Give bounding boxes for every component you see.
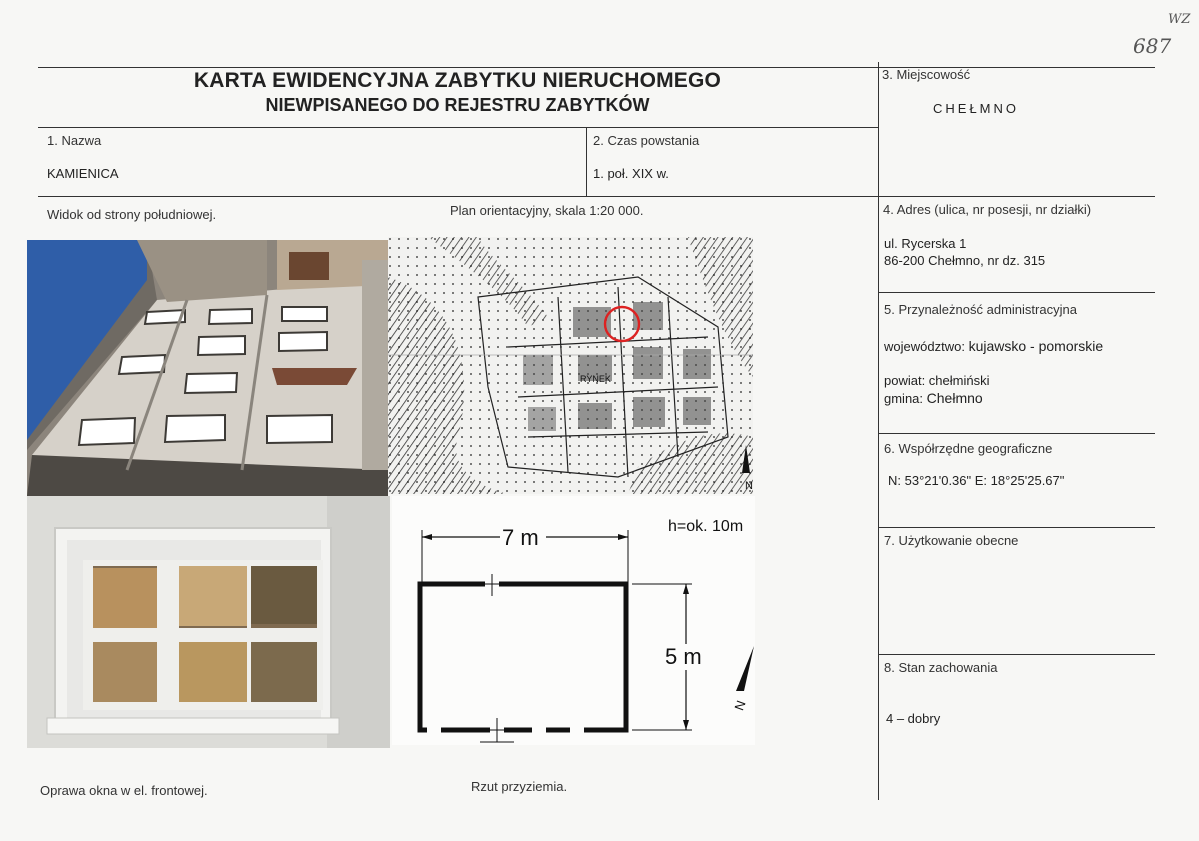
wspolrzedne-value: N: 53°21'0.36" E: 18°25'25.67" xyxy=(888,473,1065,488)
wojewodztwo-line xyxy=(884,338,1103,354)
wojewodztwo-label: województwo: xyxy=(884,339,965,354)
plan-height-label: h=ok. 10m xyxy=(668,518,744,535)
map-label-rynek: RYNEK xyxy=(580,374,611,384)
powiat-line: powiat: chełmiński xyxy=(884,373,990,388)
adres-label: 4. Adres (ulica, nr posesji, nr działki) xyxy=(883,202,1092,217)
caption-oprawa: Oprawa okna w el. frontowej. xyxy=(40,783,208,798)
fields-divider xyxy=(586,127,587,196)
przynaleznosc-label: 5. Przynależność administracyjna xyxy=(884,302,1077,317)
handwritten-number: 687 xyxy=(1133,34,1172,58)
wojewodztwo-value: kujawsko - pomorskie xyxy=(968,338,1104,354)
top-border xyxy=(38,67,1155,68)
map-north-label: N xyxy=(745,480,753,492)
plan-width-label: 7 m xyxy=(502,525,539,550)
orientation-map xyxy=(388,237,753,494)
card-title: KARTA EWIDENCYJNA ZABYTKU NIERUCHOMEGO xyxy=(193,69,722,92)
facade-photo xyxy=(27,240,388,496)
fields-bottom-line xyxy=(38,196,1155,197)
right-column-divider xyxy=(878,62,879,800)
stan-value: 4 – dobry xyxy=(886,711,941,726)
nazwa-label: 1. Nazwa xyxy=(47,133,102,148)
uzytkowanie-label: 7. Użytkowanie obecne xyxy=(884,533,1019,548)
plan-north-label: N xyxy=(731,698,749,713)
adres-line1: ul. Rycerska 1 xyxy=(884,236,967,251)
wspolrzedne-label: 6. Współrzędne geograficzne xyxy=(884,441,1053,456)
caption-rzut: Rzut przyziemia. xyxy=(471,779,568,794)
adres-line2: 86-200 Chełmno, nr dz. 315 xyxy=(884,253,1046,268)
czas-label: 2. Czas powstania xyxy=(593,133,700,148)
sep-5 xyxy=(878,292,1155,293)
sep-6 xyxy=(878,433,1155,434)
stan-label: 8. Stan zachowania xyxy=(884,660,998,675)
header-bottom-line xyxy=(38,127,878,128)
floor-plan xyxy=(392,496,755,745)
window-photo xyxy=(27,496,390,748)
nazwa-value: KAMIENICA xyxy=(47,166,119,181)
czas-value: 1. poł. XIX w. xyxy=(593,166,669,181)
caption-widok: Widok od strony południowej. xyxy=(47,207,217,222)
gmina-value: Chełmno xyxy=(926,390,983,406)
gmina-line xyxy=(884,390,983,406)
card-subtitle: NIEWPISANEGO DO REJESTRU ZABYTKÓW xyxy=(265,95,650,115)
plan-depth-label: 5 m xyxy=(665,644,702,669)
sep-7 xyxy=(878,527,1155,528)
sep-8 xyxy=(878,654,1155,655)
caption-plan: Plan orientacyjny, skala 1:20 000. xyxy=(450,203,644,218)
handwritten-initials: WZ xyxy=(1168,12,1191,27)
miejscowosc-value: CHEŁMNO xyxy=(933,101,1020,116)
miejscowosc-label: 3. Miejscowość xyxy=(882,67,971,82)
gmina-label: gmina: xyxy=(884,391,924,406)
